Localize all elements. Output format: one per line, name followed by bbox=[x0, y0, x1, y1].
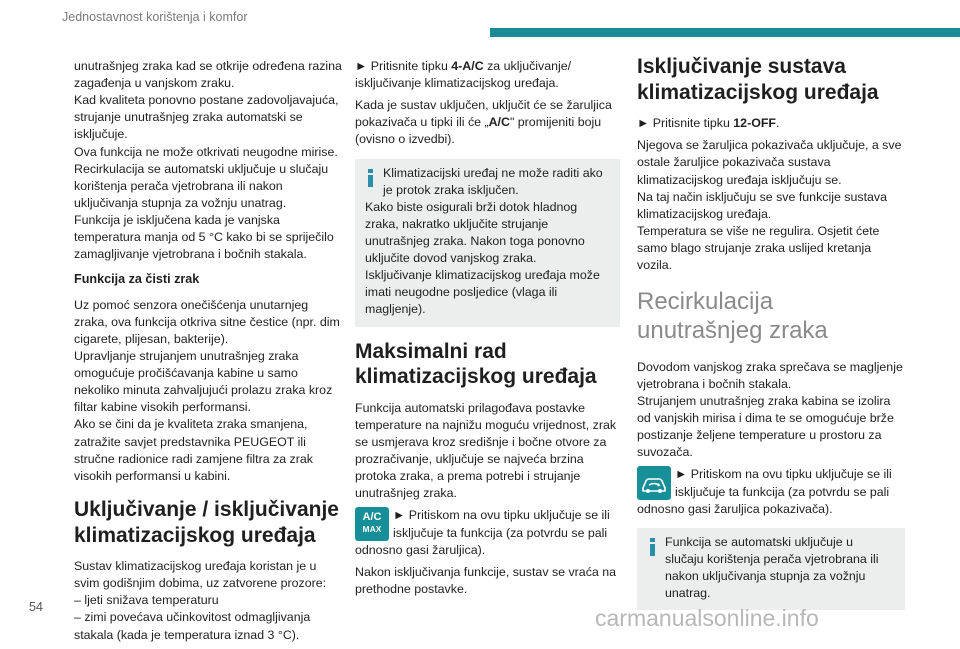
recirculation-press-text: ► Pritiskom na ovu tipku uključuje se ili isključuje ta funkcija (za potvrdu se pali odnosno gasi žaruljica pokazivača). bbox=[637, 467, 892, 516]
info-note-rest: Kako biste osigurali brži dotok hladnog zraka, nakratko uključite strujanje unutrašnjeg zraka. Nakon toga ponovno uključite dovod vanjskog zraka. Isključivanje klimatizacijskog uređaja može imati neugodne posljedice (vlaga ili magljenje). bbox=[365, 199, 600, 317]
header-accent-bar bbox=[490, 28, 960, 37]
recirculation-text: Dovodom vanjskog zraka sprečava se magljenje vjetrobrana i bočnih stakala. Strujanjem unutrašnjeg zraka kabina se izolira od vanjskih mirisa i dima te se omogućuje brže postizanje željene temperature u prostoru za suvozača. bbox=[637, 359, 903, 460]
recirculation-press-row bbox=[637, 466, 905, 517]
column-3 bbox=[637, 54, 905, 622]
ac-press-instruction: ► Pritisnite tipku 4-A/C za uključivanje/ isključivanje klimatizacijskog uređaja. bbox=[355, 59, 572, 91]
page-number: 54 bbox=[29, 600, 43, 614]
info-note-recirc-text: Funkcija se automatski uključuje u slučaju korištenja perača vjetrobrana ili nakon uključivanja stupnja za vožnju unatrag. bbox=[665, 534, 879, 601]
clean-air-text: Uz pomoć senzora onečišćenja unutarnjeg zraka, ova funkcija otkriva sitne čestice (npr. dim cigarete, plijesan, bakterije). Upravljanje strujanjem unutrašnjeg zraka omogućuje pročišćavanja kabine u samo nekoliko minuta zahvaljujući prolazu zraka kroz filtar kabine visokih performansi. Ako se čini da je kvaliteta zraka smanjena, zatražite savjet predstavnika PEUGEOT ili stručne radionice radi zamjene filtra za zrak visokih performansi u kabini. bbox=[74, 297, 340, 483]
info-icon bbox=[368, 169, 375, 186]
recirculation-auto-text: unutrašnjeg zraka kad se otkrije određena razina zagađenja u vanjskom zraku. Kad kvaliteta ponovno postane zadovoljavajuća, strujanje unutrašnjeg zraka automatski se isključuje. Ova funkcija ne može otkrivati neugodne mirise. Recirkulacija se automatski uključuje u slučaju korištenja perača vjetrobrana ili nakon uključivanja stupnja za vožnju unatrag. Funkcija je isključena kada je vanjska temperatura manja od 5 °C kako bi se spriječilo zamagljivanje vjetrobrana i bočnih stakala. bbox=[74, 59, 342, 262]
recirculation-heading: Recirkulacija unutrašnjeg zraka bbox=[637, 288, 828, 344]
ac-onoff-heading: Uključivanje / isključivanje klimatizacijskog uređaja bbox=[74, 497, 339, 547]
info-note-recirculation bbox=[637, 528, 905, 610]
column-2 bbox=[355, 58, 620, 603]
key-12-off: 12-OFF bbox=[733, 116, 776, 131]
key-4-ac: 4-A/C bbox=[451, 59, 484, 73]
ac-indicator-text: Kada je sustav uključen, uključit će se žaruljica pokazivača u tipki ili će „A/C" promijeniti boju (ovisno o izvedbi). bbox=[355, 98, 612, 147]
info-note-first: Klimatizacijski uređaj ne može raditi ako je protok zraka isključen. bbox=[383, 165, 603, 197]
ac-max-button-icon: A/C MAX bbox=[355, 507, 389, 541]
max-ac-press-row bbox=[355, 507, 620, 558]
watermark: carmanualsonline.info bbox=[595, 605, 819, 631]
info-note-ac bbox=[355, 159, 620, 327]
info-icon bbox=[650, 538, 657, 555]
max-ac-press-text: ► Pritiskom na ovu tipku uključuje se ili isključuje ta funkcija (za potvrdu se pali odnosno gasi žaruljica). bbox=[355, 508, 610, 557]
key-ac: A/C bbox=[488, 115, 510, 130]
max-ac-text: Funkcija automatski prilagođava postavke temperature na najnižu moguću vrijednost, zrak se usmjerava kroz središnje i bočne otvore za prozračivanje, uključuje se najveća brzina protoka zraka, a prema potrebi i strujanje unutrašnjeg zraka. bbox=[355, 400, 617, 501]
ac-off-heading: Isključivanje sustava klimatizacijskog uređaja bbox=[637, 55, 879, 104]
clean-air-heading: Funkcija za čisti zrak bbox=[74, 272, 200, 287]
off-press-instruction: ► Pritisnite tipku 12-OFF. bbox=[637, 116, 780, 131]
section-title: Jednostavnost korištenja i komfor bbox=[62, 10, 248, 24]
ac-off-text: Njegova se žaruljica pokazivača uključuje, a sve ostale žaruljice pokazivača sustava klimatizacijskog uređaja isključuju se. Na taj način isključuju se sve funkcije sustava klimatizacijskog uređaja. Temperatura se više ne regulira. Osjetit ćete samo blago strujanje zraka uslijed kretanja vozila. bbox=[637, 138, 902, 273]
recirculation-car-icon bbox=[637, 466, 671, 500]
max-ac-heading: Maksimalni rad klimatizacijskog uređaja bbox=[355, 339, 597, 389]
column-1 bbox=[74, 58, 342, 649]
ac-onoff-text: Sustav klimatizacijskog uređaja koristan je u svim godišnjim dobima, uz zatvorene prozore: – ljeti snižava temperaturu – zimi povećava učinkovitost odmagljivanja stakala (kada je temperatura iznad 3 °C). bbox=[74, 559, 327, 642]
max-ac-after-text: Nakon isključivanja funkcije, sustav se vraća na prethodne postavke. bbox=[355, 564, 617, 596]
